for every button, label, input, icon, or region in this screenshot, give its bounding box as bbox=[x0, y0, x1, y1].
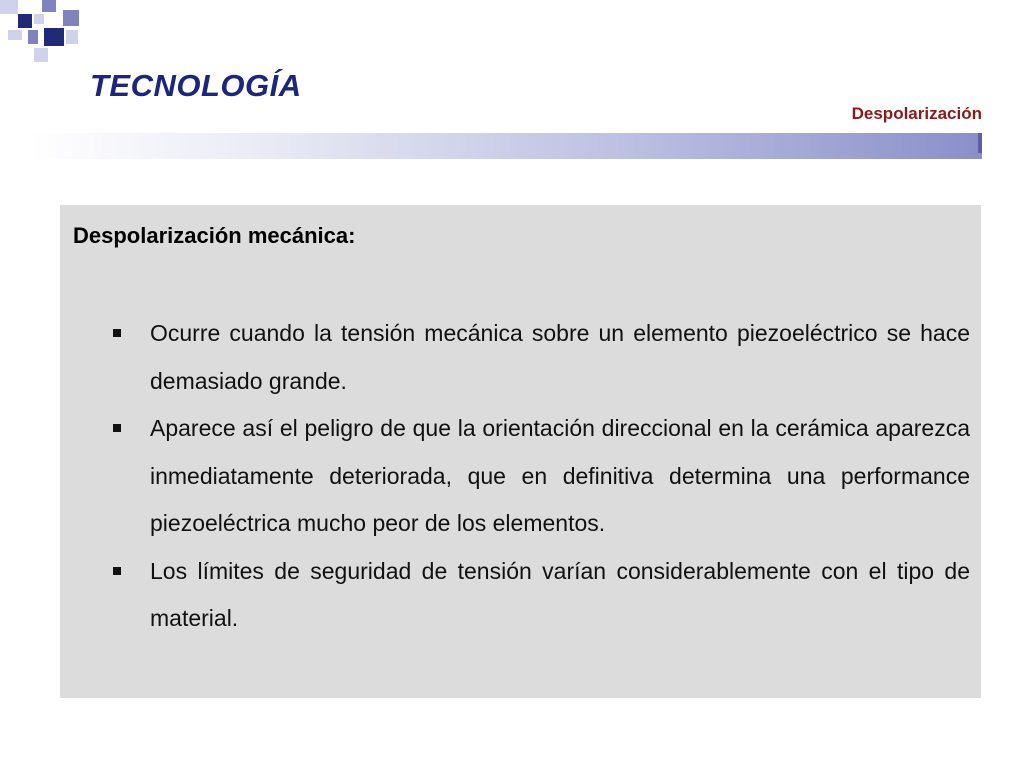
corner-decoration-square bbox=[66, 30, 78, 44]
corner-decoration-square bbox=[63, 10, 79, 26]
square-bullet-icon bbox=[113, 329, 121, 337]
slide-subtitle: Despolarización bbox=[851, 104, 982, 123]
square-bullet-icon bbox=[113, 424, 121, 432]
list-item bbox=[100, 548, 970, 643]
list-item-text: Los límites de seguridad de tensión varían considerablemente con el tipo de material. bbox=[150, 557, 970, 631]
corner-decoration-square bbox=[34, 14, 44, 24]
corner-decoration-square bbox=[0, 0, 18, 14]
corner-decoration-square bbox=[34, 48, 48, 62]
corner-decoration-square bbox=[44, 28, 64, 46]
slide-title: TECNOLOGÍA bbox=[90, 68, 302, 103]
list-item bbox=[100, 405, 970, 548]
corner-decoration-square bbox=[18, 14, 32, 28]
corner-decoration-square bbox=[42, 0, 56, 12]
list-item-text: Aparece así el peligro de que la orientación direccional en la cerámica aparezca inmediatamente deteriorada, que en definitiva determina una performance piezoeléctrica mucho peor de los elementos. bbox=[150, 415, 970, 536]
list-item-text: Ocurre cuando la tensión mecánica sobre un elemento piezoeléctrico se hace demasiado grande. bbox=[150, 320, 970, 394]
corner-decoration-square bbox=[28, 30, 38, 44]
list-item bbox=[100, 310, 970, 405]
square-bullet-icon bbox=[113, 567, 121, 575]
section-heading: Despolarización mecánica: bbox=[73, 223, 356, 248]
header-divider-bar bbox=[30, 133, 982, 159]
header-divider-cap bbox=[978, 133, 982, 153]
bullet-list bbox=[100, 310, 970, 643]
corner-decoration-square bbox=[8, 30, 22, 40]
